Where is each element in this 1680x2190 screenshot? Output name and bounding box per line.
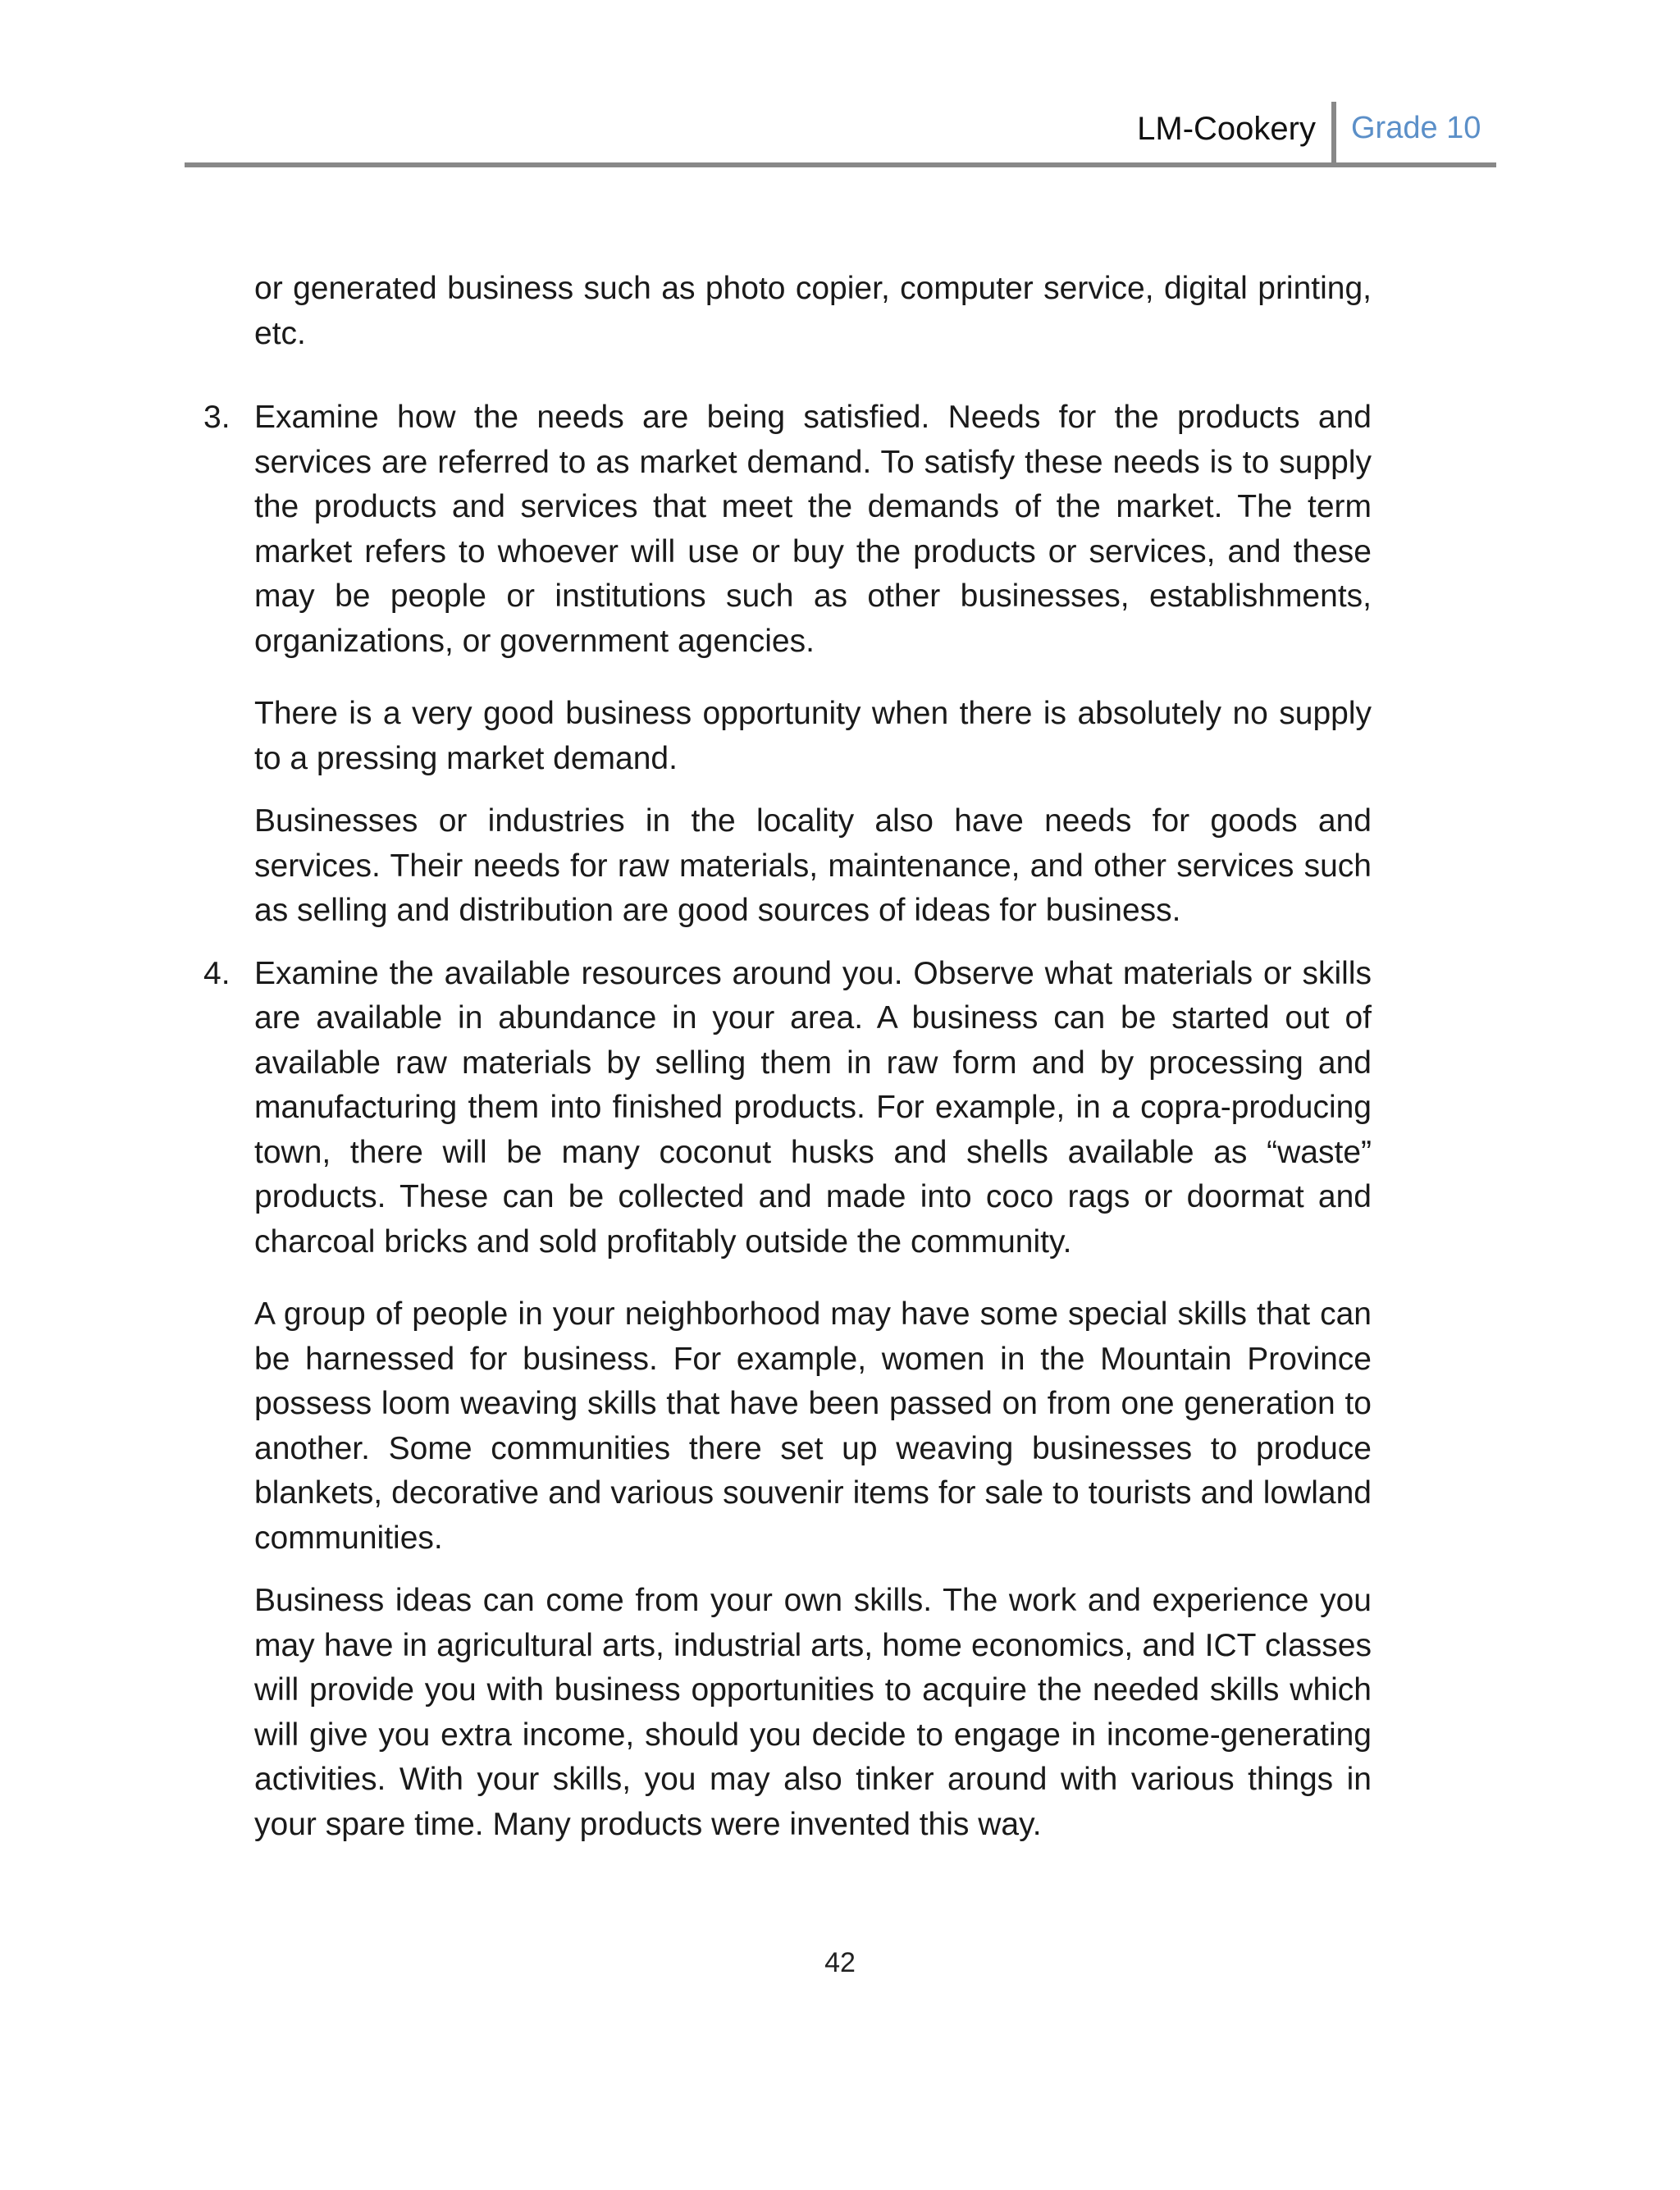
list-item-number: 4. bbox=[203, 955, 231, 991]
list-item-paragraph: There is a very good business opportunity when there is absolutely no supply to a pressing market demand. bbox=[254, 696, 1372, 776]
list-item-text: Examine the available resources around you. Observe what materials or skills are available in abundance in your area. A business can be started out of available raw materials by selling them in raw form and by processing and manufacturing them into finished products. For example, in a copra-producing town, there will be many coconut husks and shells available as “waste” products. These can be collected and made into coco rags or doormat and charcoal bricks and sold profitably outside the community. bbox=[254, 955, 1372, 1260]
list-item-text: Examine how the needs are being satisfied. Needs for the products and services are referred to as market demand. To satisfy these needs is to supply the products and services that meet the demands of the market. The term market refers to whoever will use or buy the products or services, and these may be people or institutions such as other businesses, establishments, organizations, or government agencies. bbox=[254, 400, 1372, 659]
page-number: 42 bbox=[824, 1947, 856, 1978]
list-item-number: 3. bbox=[203, 400, 231, 435]
continuation-paragraph: or generated business such as photo copier, computer service, digital printing, etc. bbox=[254, 271, 1372, 351]
header-grade-label: Grade 10 bbox=[1351, 111, 1481, 145]
list-item-paragraph: A group of people in your neighborhood may have some special skills that can be harnessed for business. For example, women in the Mountain Province possess loom weaving skills that have been passed on from one generation to another. Some communities there set up weaving businesses to produce blankets, decorative and various souvenir items for sale to tourists and lowland communities. bbox=[254, 1296, 1372, 1556]
list-item-3 bbox=[203, 395, 1372, 664]
list-item-4 bbox=[203, 952, 1372, 1265]
header-course-title: LM-Cookery bbox=[1137, 111, 1316, 147]
list-item-paragraph: Businesses or industries in the locality also have needs for goods and services. Their needs for raw materials, maintenance, and other services such as selling and distribution are good sources of ideas for business. bbox=[254, 803, 1372, 928]
header-rule bbox=[185, 162, 1496, 167]
list-item-paragraph: Business ideas can come from your own skills. The work and experience you may have in agricultural arts, industrial arts, home economics, and ICT classes will provide you with business opportunities to acquire the needed skills which will give you extra income, should you decide to engage in income-generating activities. With your skills, you may also tinker around with various things in your spare time. Many products were invented this way. bbox=[254, 1583, 1372, 1842]
page-header bbox=[185, 98, 1496, 164]
page-body bbox=[203, 267, 1372, 1865]
header-separator bbox=[1331, 102, 1336, 164]
